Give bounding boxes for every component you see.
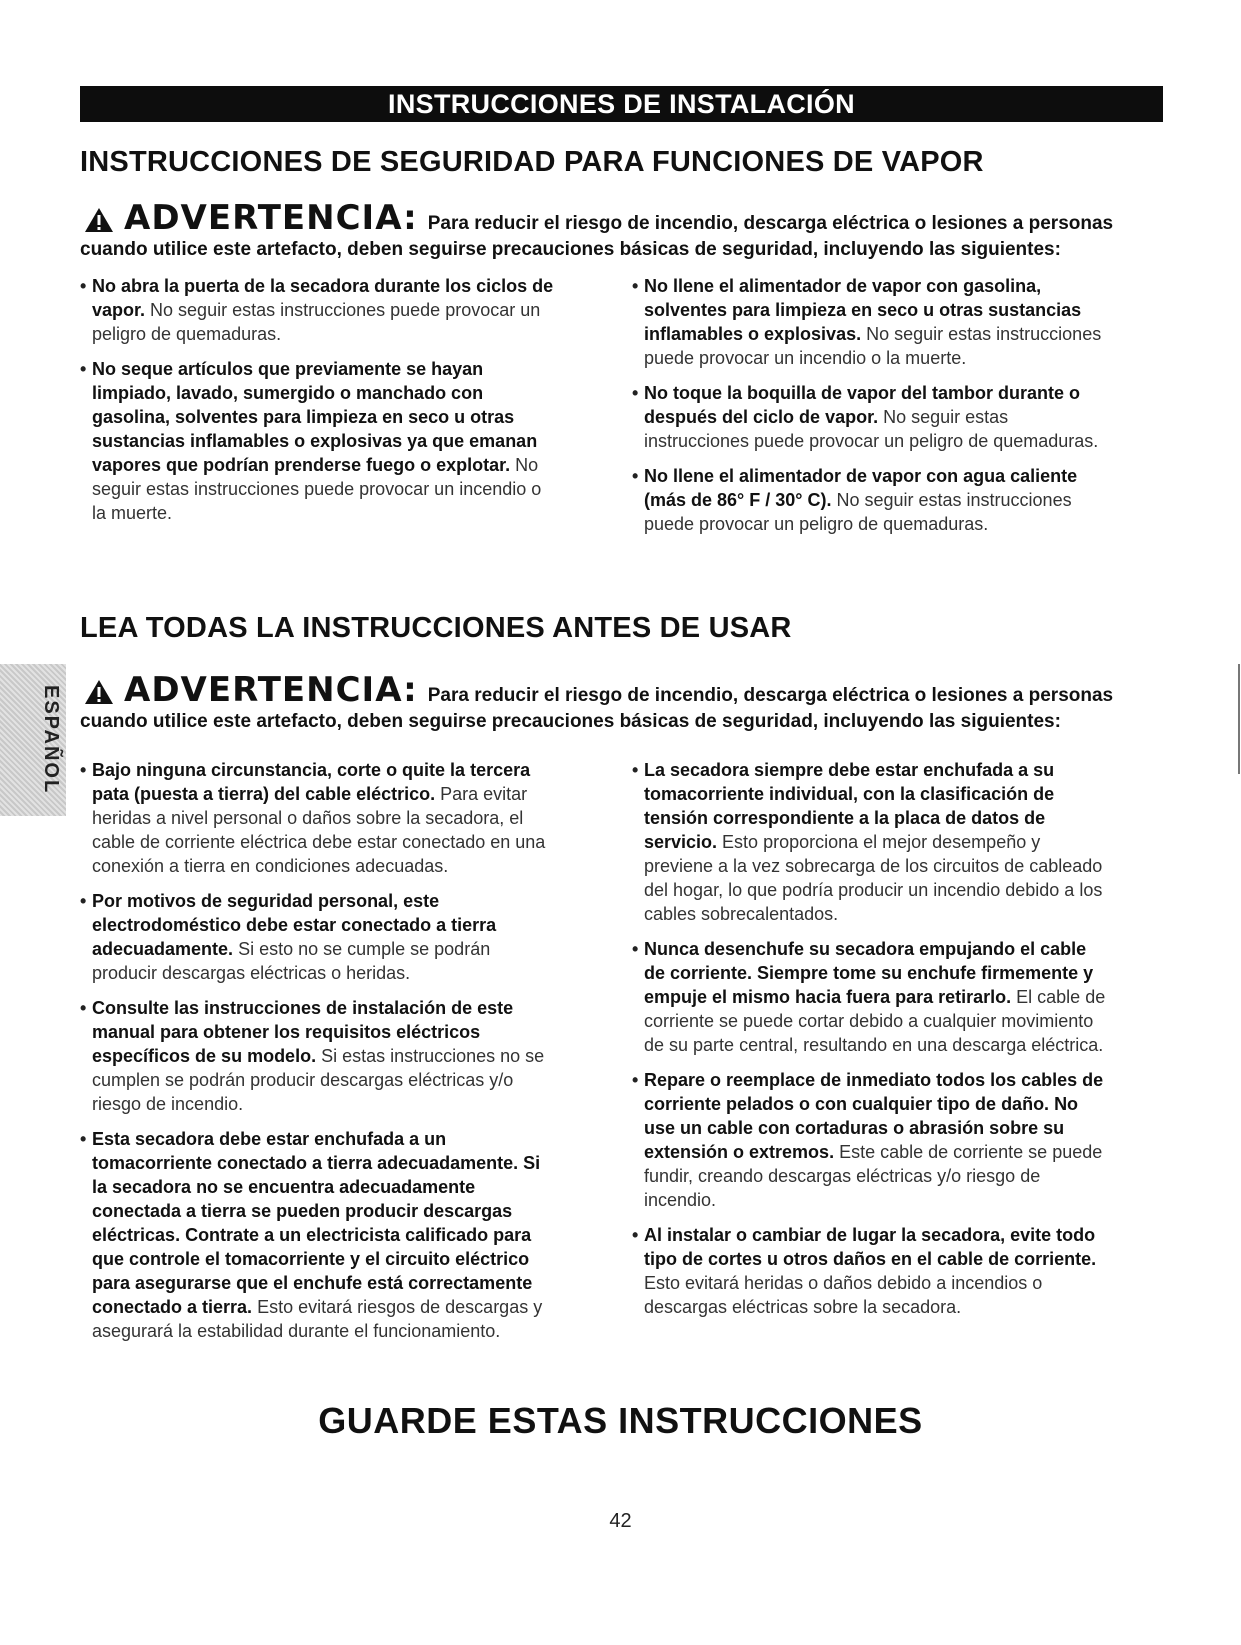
bullet-icon: •	[80, 998, 87, 1018]
item-body-text: No seguir estas instrucciones puede provocar un peligro de quemaduras.	[644, 490, 1072, 534]
list-item	[80, 357, 560, 525]
warning-block-steam	[80, 198, 1180, 263]
list-item	[80, 1127, 560, 1343]
list-item	[632, 381, 1102, 453]
heading-read-all: LEA TODAS LA INSTRUCCIONES ANTES DE USAR	[80, 612, 792, 644]
item-bold-text: La secadora siempre debe estar enchufada a su tomacorriente individual, con la clasificación de tensión correspondiente a la placa de datos de servicio.	[644, 760, 1055, 852]
item-body-text: No seguir estas instrucciones puede provocar un peligro de quemaduras.	[644, 407, 1099, 451]
item-body-text: Esto evitará riesgos de descargas y asegurará la estabilidad durante el funcionamiento.	[92, 1297, 543, 1341]
bullet-icon: •	[80, 891, 87, 911]
list-item	[80, 758, 560, 878]
steam-left-column	[80, 274, 560, 536]
item-bold-text: Nunca desenchufe su secadora empujando el cable de corriente. Siempre tome su enchufe firmemente y empuje el mismo hacia fuera para retirarlo.	[644, 939, 1094, 1007]
item-bold-text: No llene el alimentador de vapor con gasolina, solventes para limpieza en seco u otras sustancias inflamables o explosivas.	[644, 276, 1082, 344]
section-banner: INSTRUCCIONES DE INSTALACIÓN	[80, 86, 1163, 122]
item-bold-text: Consulte las instrucciones de instalación de este manual para obtener los requisitos eléctricos específicos de su modelo.	[92, 998, 514, 1066]
page-number: 42	[609, 1510, 632, 1532]
item-body-text: Este cable de corriente se puede fundir, creando descargas eléctricas y/o riesgo de incendio.	[644, 1142, 1103, 1210]
bullet-icon: •	[80, 760, 87, 780]
item-bold-text: Repare o reemplace de inmediato todos los cables de corriente pelados o con cualquier tipo de daño. No use un cable con cortaduras o abrasión sobre su extensión o extremos.	[644, 1070, 1104, 1162]
list-item	[80, 996, 560, 1116]
bullet-icon: •	[632, 760, 639, 780]
item-body-text: No seguir estas instrucciones puede provocar un peligro de quemaduras.	[92, 300, 541, 344]
item-bold-text: No llene el alimentador de vapor con agua caliente (más de 86° F / 30° C).	[644, 466, 1078, 510]
general-right-column	[632, 758, 1112, 1330]
item-bold-text: No toque la boquilla de vapor del tambor durante o después del ciclo de vapor.	[644, 383, 1081, 427]
warning-block-general	[80, 670, 1180, 735]
bullet-icon: •	[80, 1129, 87, 1149]
item-body-text: No seguir estas instrucciones puede provocar un incendio o la muerte.	[92, 455, 542, 523]
bullet-icon: •	[80, 276, 87, 296]
list-item	[80, 274, 560, 346]
warning-text-line2: cuando utilice este artefacto, deben seguirse precauciones básicas de seguridad, incluyendo las siguientes:	[80, 711, 1061, 732]
bullet-icon: •	[632, 466, 639, 486]
steam-right-column	[632, 274, 1102, 547]
list-item	[632, 758, 1112, 926]
page-edge-line	[1238, 664, 1240, 774]
item-bold-text: Al instalar o cambiar de lugar la secadora, evite todo tipo de cortes u otros daños en el cable de corriente.	[644, 1225, 1097, 1269]
warning-triangle-icon	[84, 207, 114, 233]
general-left-column	[80, 758, 560, 1354]
item-bold-text: Bajo ninguna circunstancia, corte o quite la tercera pata (puesta a tierra) del cable eléctrico.	[92, 760, 531, 804]
bullet-icon: •	[632, 1225, 639, 1245]
list-item	[632, 937, 1112, 1057]
item-body-text: Si esto no se cumple se podrán producir descargas eléctricas o heridas.	[92, 939, 491, 983]
language-side-tab	[0, 664, 66, 816]
item-body-text: Si estas instrucciones no se cumplen se podrán producir descargas eléctricas y/o riesgo de incendio.	[92, 1046, 545, 1114]
item-body-text: No seguir estas instrucciones puede provocar un incendio o la muerte.	[644, 324, 1102, 368]
item-bold-text: No abra la puerta de la secadora durante los ciclos de vapor.	[92, 276, 554, 320]
item-body-text: El cable de corriente se puede cortar debido a cualquier movimiento de su parte central, resultando en una descarga eléctrica.	[644, 987, 1106, 1055]
save-instructions-title: GUARDE ESTAS INSTRUCCIONES	[318, 1400, 923, 1441]
bullet-icon: •	[632, 1070, 639, 1090]
item-bold-text: Esta secadora debe estar enchufada a un tomacorriente conectado a tierra adecuadamente. Si la secadora no se encuentra adecuadamente conectada a tierra se pueden producir descargas eléctricas. Contrate a un electricista calificado para que controle el tomacorriente y el circuito eléctrico para asegurarse que el enchufe está correctamente conectado a tierra.	[92, 1129, 541, 1317]
bullet-icon: •	[80, 359, 87, 379]
warning-text-line1: Para reducir el riesgo de incendio, descarga eléctrica o lesiones a personas	[427, 213, 1114, 234]
language-tab-label: ESPAÑOL	[40, 685, 62, 795]
warning-text-line1: Para reducir el riesgo de incendio, descarga eléctrica o lesiones a personas	[427, 685, 1114, 706]
item-body-text: Esto evitará heridas o daños debido a incendios o descargas eléctricas sobre la secadora.	[644, 1273, 1043, 1317]
warning-word: ADVERTENCIA:	[124, 198, 418, 238]
list-item	[80, 889, 560, 985]
list-item	[632, 464, 1102, 536]
warning-text-line2: cuando utilice este artefacto, deben seguirse precauciones básicas de seguridad, incluyendo las siguientes:	[80, 239, 1061, 260]
list-item	[632, 274, 1102, 370]
bullet-icon: •	[632, 939, 639, 959]
item-body-text: Esto proporciona el mejor desempeño y previene a la vez sobrecarga de los circuitos de cableado del hogar, lo que podría producir un incendio debido a los cables sobrecalentados.	[644, 832, 1103, 924]
heading-steam-safety: INSTRUCCIONES DE SEGURIDAD PARA FUNCIONES DE VAPOR	[80, 146, 984, 178]
list-item	[632, 1068, 1112, 1212]
bullet-icon: •	[632, 383, 639, 403]
item-bold-text: Por motivos de seguridad personal, este electrodoméstico debe estar conectado a tierra adecuadamente.	[92, 891, 497, 959]
warning-triangle-icon	[84, 679, 114, 705]
bullet-icon: •	[632, 276, 639, 296]
warning-word: ADVERTENCIA:	[124, 670, 418, 710]
item-bold-text: No seque artículos que previamente se hayan limpiado, lavado, sumergido o manchado con gasolina, solventes para limpieza en seco u otras sustancias inflamables o explosivas ya que emanan vapores que podrían prenderse fuego o explotar.	[92, 359, 538, 475]
item-body-text: Para evitar heridas a nivel personal o daños sobre la secadora, el cable de corriente eléctrica debe estar conectado en una conexión a tierra en condiciones adecuadas.	[92, 784, 546, 876]
list-item	[632, 1223, 1112, 1319]
